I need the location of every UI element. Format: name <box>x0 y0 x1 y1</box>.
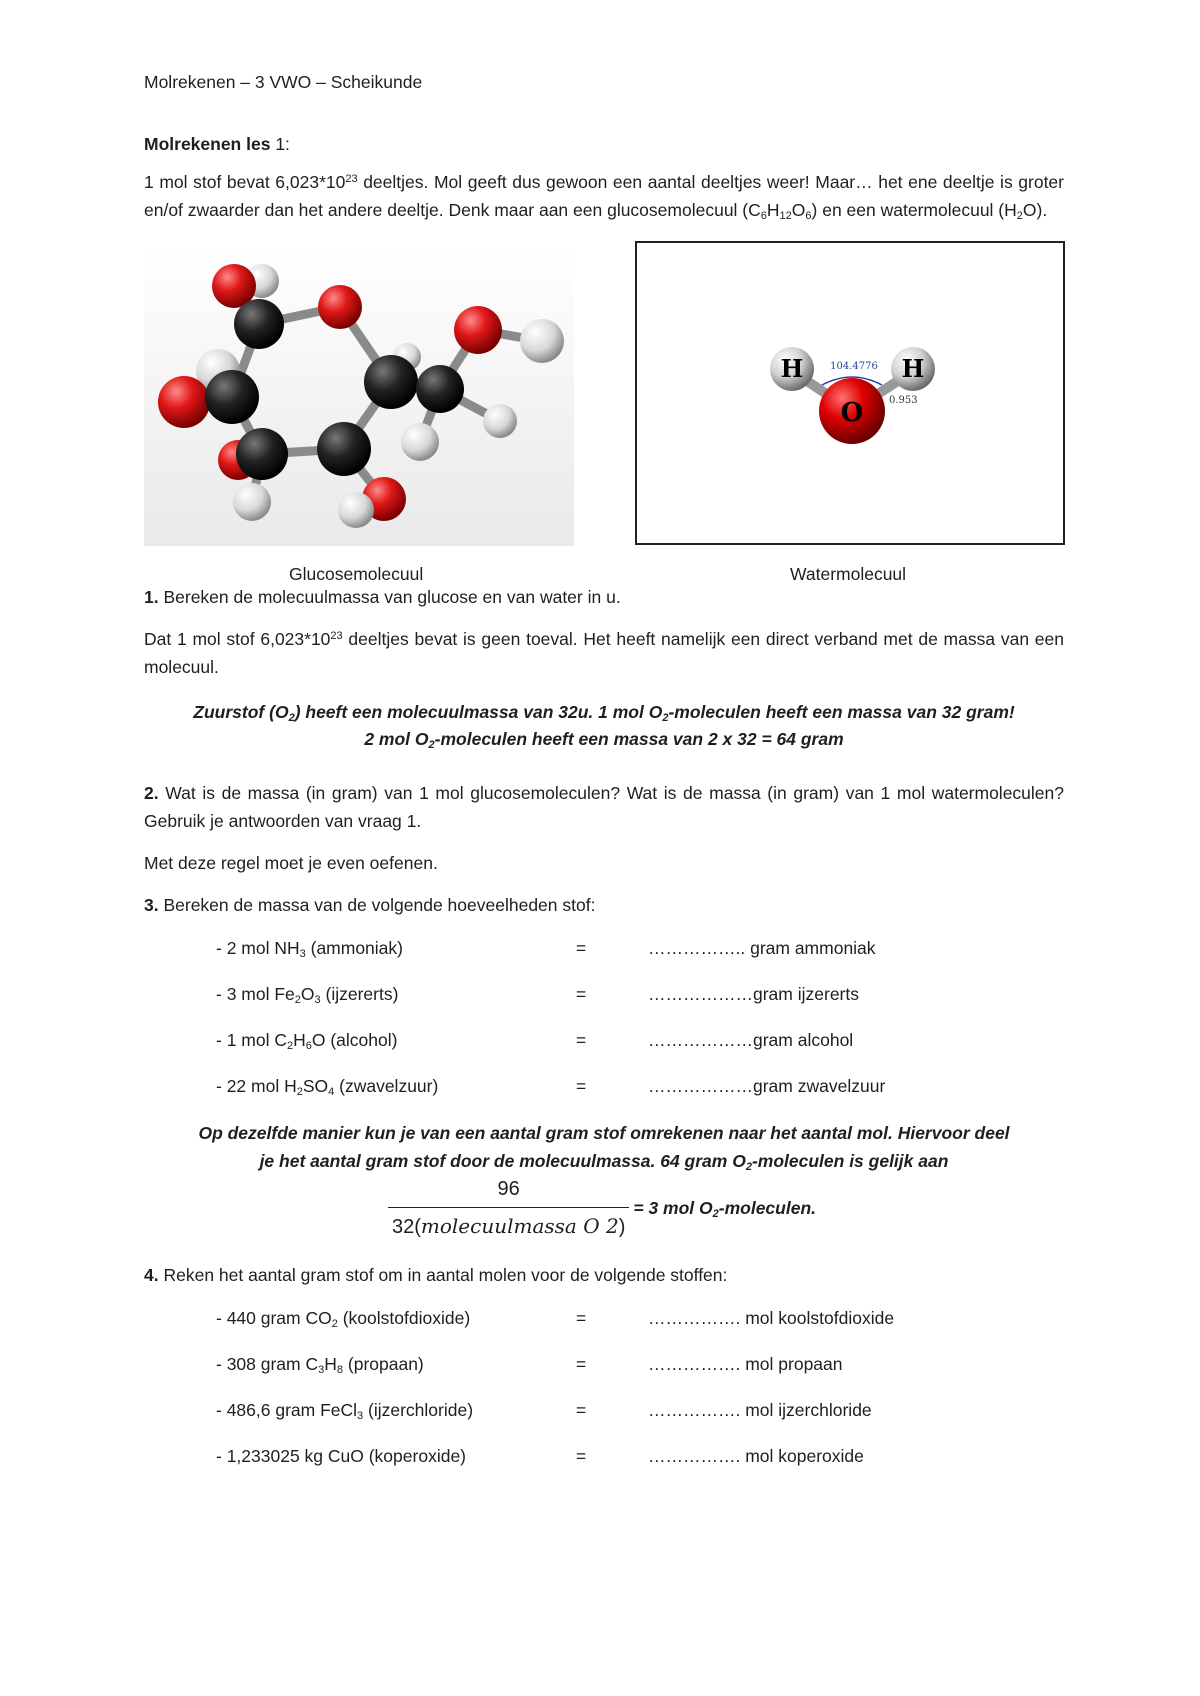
atom-label-o: O <box>840 398 864 428</box>
lesson-number: 1: <box>275 134 290 154</box>
conversion-rule-highlight: Op dezelfde manier kun je van een aantal gram stof omrekenen naar het aantal mol. Hiervoor deel je het aantal gram stof door de molecuulmassa. 64 gram $O_2$-moleculen is gelijk aan $\frac{96}{\text{32(molecuulmassa O 2)}}$ = 3 mol $O_2$-moleculen. <box>144 1119 1064 1243</box>
fraction-denominator: 32(molecuulmassa O 2) <box>391 1214 626 1239</box>
list-item: - 1 mol $C_2H_6O$ (alcohol) = ………………gram alcohol <box>216 1017 1064 1063</box>
question-4-list <box>216 1295 1064 1479</box>
answer-blank[interactable]: ……………. mol koolstofdioxide <box>648 1308 895 1329</box>
list-item: - 486,6 gram FeCl$_3$ (ijzerchloride) = ……………. mol ijzerchloride <box>216 1387 1064 1433</box>
lesson-title <box>144 130 1064 158</box>
question-2: 2. Wat is de massa (in gram) van 1 mol glucosemoleculen? Wat is de massa (in gram) van 1 mol watermoleculen? Gebruik je antwoorden van vraag 1. <box>144 783 1064 832</box>
water-molecule-frame <box>635 241 1065 545</box>
page-header: Molrekenen – 3 VWO – Scheikunde <box>144 72 423 92</box>
worksheet-page <box>144 68 1064 1479</box>
list-item: - 308 gram $C_3H_8$ (propaan) = ……………. mol propaan <box>216 1341 1064 1387</box>
list-item: - 2 mol $NH_3$ (ammoniak) = …………….. gram ammoniak <box>216 925 1064 971</box>
answer-blank[interactable]: ………………gram zwavelzuur <box>648 1076 886 1097</box>
glucose-molecule-image <box>144 246 574 546</box>
paragraph-avogadro: Dat 1 mol stof $6,023*10^{23}$ deeltjes bevat is geen toeval. Het heeft namelijk een direct verband met de massa van een molecuul. <box>144 629 1064 677</box>
fraction-numerator: 96 <box>388 1173 629 1208</box>
question-4: 4. Reken het aantal gram stof om in aantal molen voor de volgende stoffen: <box>144 1265 728 1286</box>
fraction-expression: $\frac{96}{\text{32(molecuulmassa O 2)}}$ = 3 mol $O_2$-moleculen. <box>144 1173 1064 1243</box>
atom-label-h-left: H <box>780 354 804 383</box>
oxygen-rule-highlight: Zuurstof $(O_2)$ heeft een molecuulmassa van 32u. 1 mol $O_2$-moleculen heeft een massa van 32 gram! 2 mol $O_2$-moleculen heeft een massa van 2 x 32 = 64 gram <box>193 702 1015 752</box>
water-caption: Watermolecuul <box>790 564 907 584</box>
question-1: 1. Bereken de molecuulmassa van glucose en van water in u. <box>144 587 621 607</box>
list-item: - 22 mol $H_2SO_4$ (zwavelzuur) = ………………gram zwavelzuur <box>216 1063 1064 1109</box>
answer-blank[interactable]: ………………gram ijzererts <box>648 984 859 1005</box>
question-3-list <box>216 925 1064 1109</box>
answer-blank[interactable]: …………….. gram ammoniak <box>648 938 876 959</box>
list-item: - 3 mol $Fe_2O_3$ (ijzererts) = ………………gram ijzererts <box>216 971 1064 1017</box>
intro-paragraph: 1 mol stof bevat $6,023*10^{23}$ deeltjes. Mol geeft dus gewoon een aantal deeltjes weer! Maar… het ene deeltje is groter en/of zwaarder dan het andere deeltje. Denk maar aan een glucosemolecuul $(C_6H_{12}O_6)$ en een watermolecuul $(H_2O)$. <box>144 172 1064 222</box>
glucose-caption: Glucosemolecuul <box>289 564 424 584</box>
bond-length-label: 0.953 <box>889 395 918 406</box>
list-item: - 1,233025 kg CuO (koperoxide) = ……………. mol koperoxide <box>216 1433 1064 1479</box>
molecule-figures <box>144 238 1064 583</box>
practice-note: Met deze regel moet je even oefenen. <box>144 853 438 874</box>
answer-blank[interactable]: ……………. mol koperoxide <box>648 1446 864 1467</box>
fraction <box>392 1173 625 1243</box>
list-item: - 440 gram $CO_2$ (koolstofdioxide) = ……………. mol koolstofdioxide <box>216 1295 1064 1341</box>
atom-label-h-right: H <box>901 354 925 383</box>
question-3: 3. Bereken de massa van de volgende hoeveelheden stof: <box>144 895 596 916</box>
answer-blank[interactable]: ……………. mol propaan <box>648 1354 843 1375</box>
answer-blank[interactable]: ……………. mol ijzerchloride <box>648 1400 872 1421</box>
lesson-title-text: Molrekenen les <box>144 134 271 154</box>
answer-blank[interactable]: ………………gram alcohol <box>648 1030 854 1051</box>
water-molecule-image <box>637 243 1063 543</box>
bond-angle-label: 104.4776 <box>830 361 878 372</box>
